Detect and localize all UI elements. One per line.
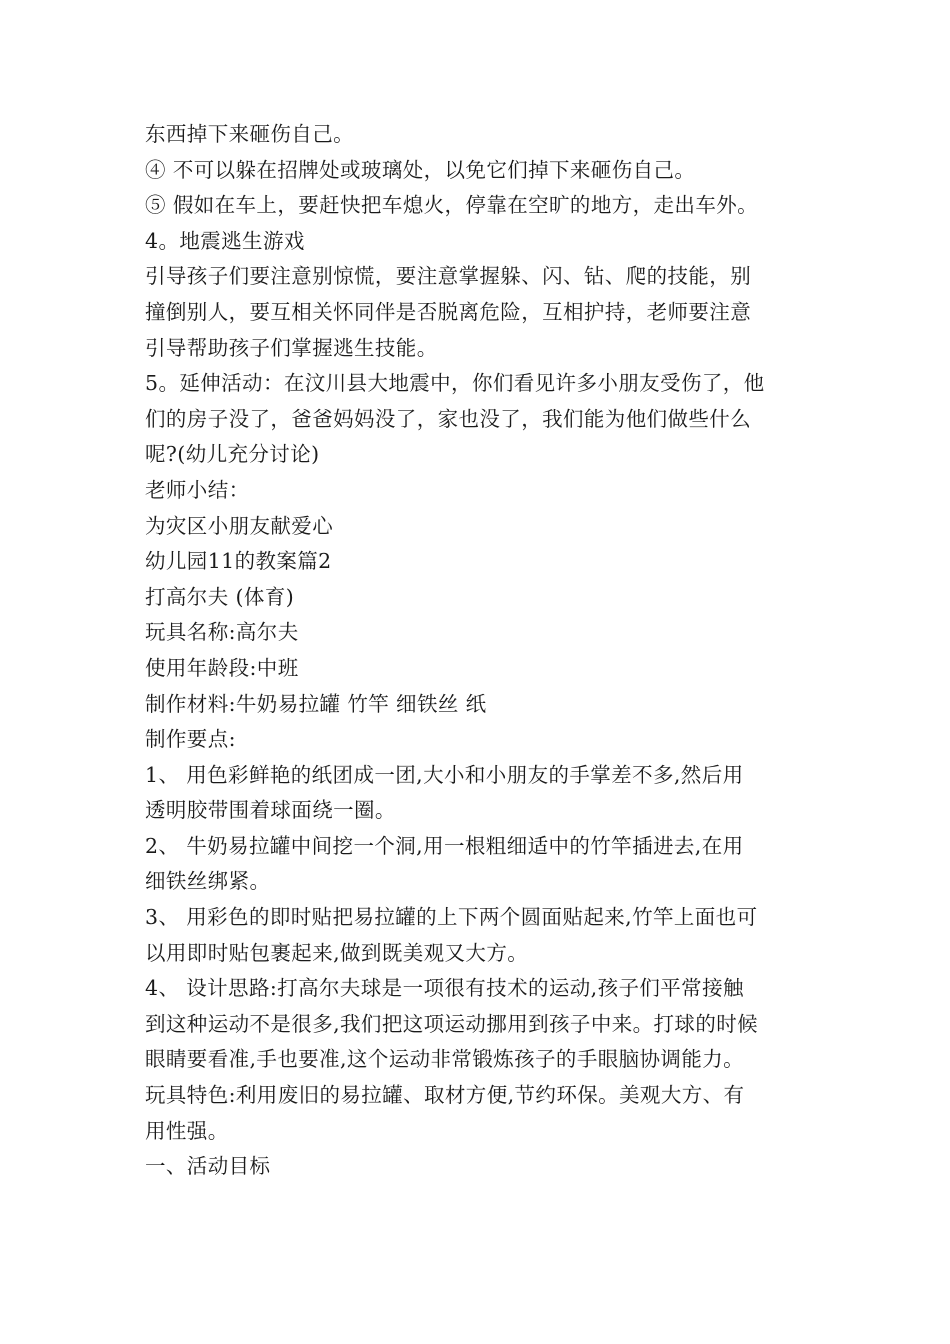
- text-line: 以用即时贴包裹起来,做到既美观又大方。: [145, 940, 529, 965]
- text-line: 东西掉下来砸伤自己。: [145, 122, 354, 146]
- text-line: 4、 设计思路:打高尔夫球是一项很有技术的运动,孩子们平常接触: [145, 976, 744, 1001]
- text-line: 玩具特色:利用废旧的易拉罐、取材方便,节约环保。美观大方、有: [145, 1083, 745, 1108]
- text-line: 引导孩子们要注意别惊慌，要注意掌握躲、闪、钻、爬的技能，别: [145, 264, 752, 289]
- text-line: 制作要点:: [145, 727, 236, 752]
- text-line: 5。延伸活动：在汶川县大地震中，你们看见许多小朋友受伤了，他: [145, 371, 765, 396]
- text-line: 们的房子没了，爸爸妈妈没了，家也没了，我们能为他们做些什么: [145, 406, 752, 431]
- section-heading: 4。地震逃生游戏: [145, 228, 305, 253]
- text-line: 撞倒别人，要互相关怀同伴是否脱离危险，互相护持，老师要注意: [145, 299, 752, 324]
- text-line: 打高尔夫 (体育): [145, 584, 295, 609]
- text-line: ④ 不可以躲在招牌处或玻璃处，以免它们掉下来砸伤自己。: [145, 157, 696, 182]
- text-line: 用性强。: [145, 1118, 229, 1143]
- text-line: ⑤ 假如在车上，要赶快把车熄火，停靠在空旷的地方，走出车外。: [145, 193, 759, 218]
- text-line: 3、 用彩色的即时贴把易拉罐的上下两个圆面贴起来,竹竿上面也可: [145, 905, 758, 930]
- text-line: 1、 用色彩鲜艳的纸团成一团,大小和小朋友的手掌差不多,然后用: [145, 762, 744, 787]
- text-line: 制作材料:牛奶易拉罐 竹竿 细铁丝 纸: [145, 691, 487, 716]
- text-line: 2、 牛奶易拉罐中间挖一个洞,用一根粗细适中的竹竿插进去,在用: [145, 833, 744, 858]
- text-line: 呢?(幼儿充分讨论): [145, 442, 320, 467]
- text-line: 眼睛要看准,手也要准,这个运动非常锻炼孩子的手眼脑协调能力。: [145, 1047, 745, 1072]
- text-line: 玩具名称:高尔夫: [145, 620, 299, 645]
- text-line: 为灾区小朋友献爱心: [145, 513, 334, 538]
- text-line: 引导帮助孩子们掌握逃生技能。: [145, 335, 438, 360]
- section-heading: 幼儿园11的教案篇2: [145, 549, 332, 574]
- text-line: 使用年龄段:中班: [145, 655, 299, 680]
- text-line: 细铁丝绑紧。: [145, 869, 271, 894]
- document-body: [145, 117, 815, 1185]
- section-heading: 一、活动目标: [145, 1154, 271, 1179]
- text-line: 到这种运动不是很多,我们把这项运动挪用到孩子中来。打球的时候: [145, 1011, 759, 1036]
- text-line: 老师小结：: [145, 477, 250, 502]
- text-line: 透明胶带围着球面绕一圈。: [145, 798, 396, 823]
